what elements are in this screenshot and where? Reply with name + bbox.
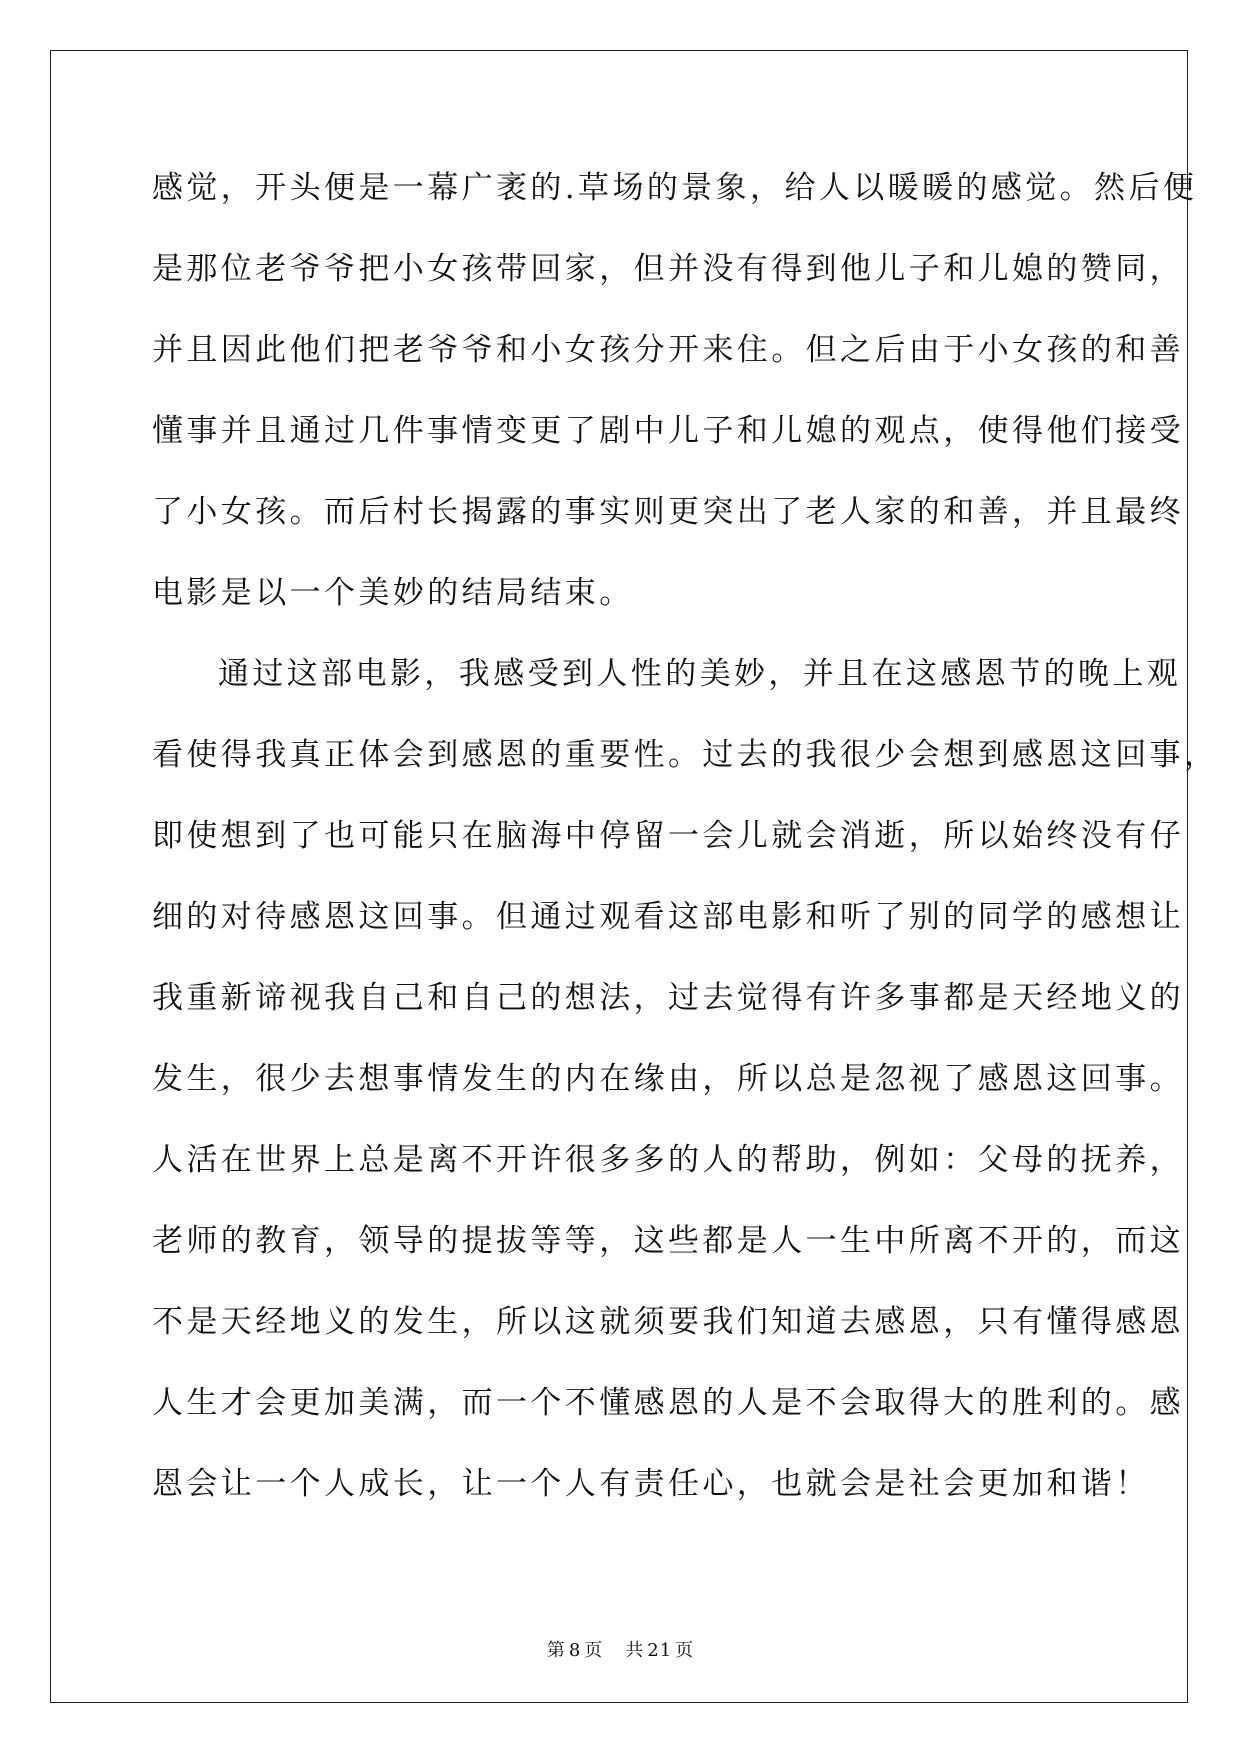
text-line: 恩会让一个人成长，让一个人有责任心，也就会是社会更加和谐！ xyxy=(152,1466,1150,1502)
page-number: 8 xyxy=(568,1640,582,1661)
page-prefix: 第 xyxy=(546,1640,566,1661)
text-line: 电影是以一个美妙的结局结束。 xyxy=(152,575,634,611)
page-footer xyxy=(0,1636,1241,1662)
text-line: 不是天经地义的发生，所以这就须要我们知道去感恩，只有懂得感恩 xyxy=(152,1304,1184,1340)
text-line: 懂事并且通过几件事情变更了剧中儿子和儿媳的观点，使得他们接受 xyxy=(152,413,1184,449)
text-line: 我重新谛视我自己和自己的想法，过去觉得有许多事都是天经地义的 xyxy=(152,980,1184,1016)
total-pages: 21 xyxy=(647,1640,673,1661)
text-line: 通过这部电影，我感受到人性的美妙，并且在这感恩节的晚上观 xyxy=(218,656,1182,692)
text-line: 是那位老爷爷把小女孩带回家，但并没有得到他儿子和儿媳的赞同， xyxy=(152,251,1184,287)
total-prefix: 共 xyxy=(625,1640,645,1661)
text-line: 老师的教育，领导的提拔等等，这些都是人一生中所离不开的，而这 xyxy=(152,1223,1184,1259)
text-line: 人活在世界上总是离不开许很多多的人的帮助，例如：父母的抚养， xyxy=(152,1142,1184,1178)
text-line: 感觉，开头便是一幕广袤的.草场的景象，给人以暖暖的感觉。然后便 xyxy=(152,170,1198,206)
page-border xyxy=(50,50,1188,1703)
total-suffix: 页 xyxy=(675,1640,695,1661)
text-line: 了小女孩。而后村长揭露的事实则更突出了老人家的和善，并且最终 xyxy=(152,494,1184,530)
page-suffix: 页 xyxy=(584,1640,604,1661)
text-line: 看使得我真正体会到感恩的重要性。过去的我很少会想到感恩这回事， xyxy=(152,737,1219,773)
text-line: 并且因此他们把老爷爷和小女孩分开来住。但之后由于小女孩的和善 xyxy=(152,332,1184,368)
text-line: 即使想到了也可能只在脑海中停留一会儿就会消逝，所以始终没有仔 xyxy=(152,818,1184,854)
text-line: 人生才会更加美满，而一个不懂感恩的人是不会取得大的胜利的。感 xyxy=(152,1385,1184,1421)
text-line: 发生，很少去想事情发生的内在缘由，所以总是忽视了感恩这回事。 xyxy=(152,1061,1184,1097)
text-line: 细的对待感恩这回事。但通过观看这部电影和听了别的同学的感想让 xyxy=(152,899,1184,935)
